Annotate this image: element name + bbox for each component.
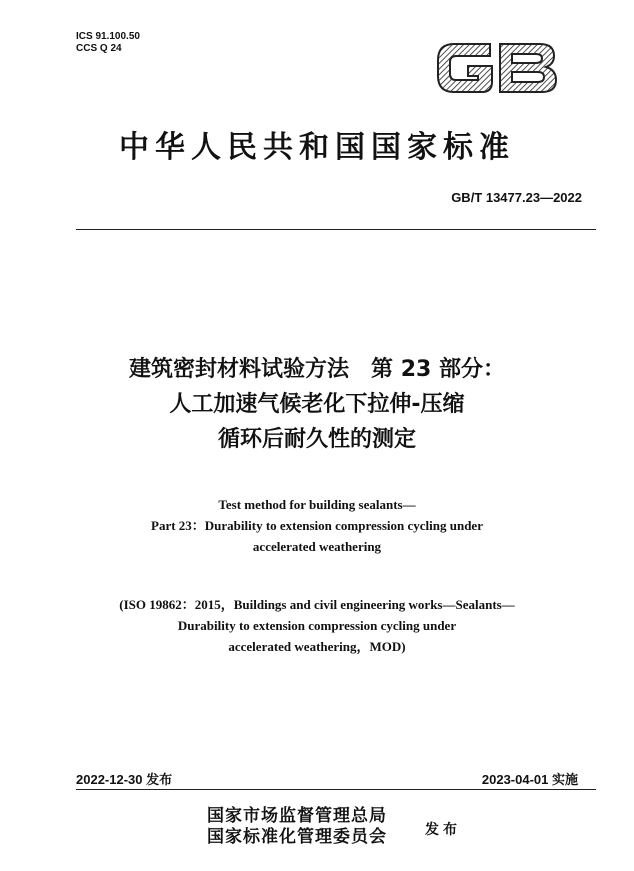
english-title-line: Part 23：Durability to extension compression cycling under bbox=[151, 518, 483, 533]
issuer-name: 国家标准化管理委员会 bbox=[207, 827, 387, 847]
english-title bbox=[0, 494, 634, 557]
gb-logo bbox=[432, 36, 562, 100]
english-title-line: accelerated weathering bbox=[252, 539, 382, 554]
iso-reference bbox=[0, 594, 634, 657]
chinese-title-line: 人工加速气候老化下拉伸-压缩 bbox=[169, 392, 465, 417]
iso-reference-line: accelerated weathering，MOD) bbox=[228, 639, 406, 654]
ccs-code: CCS Q 24 bbox=[76, 43, 122, 54]
footer-divider bbox=[76, 789, 596, 790]
issue-date: 2022-12-30 发布 bbox=[76, 772, 173, 787]
publish-label: 发布 bbox=[425, 822, 461, 838]
iso-reference-line: (ISO 19862：2015，Buildings and civil engineering works—Sealants— bbox=[119, 597, 515, 612]
header-divider bbox=[76, 229, 596, 230]
implementation-date: 2023-04-01 实施 bbox=[481, 772, 578, 787]
classification-codes bbox=[76, 31, 140, 55]
standard-number: GB/T 13477.23—2022 bbox=[451, 190, 582, 205]
iso-reference-line: Durability to extension compression cycling under bbox=[177, 618, 457, 633]
issuer-name: 国家市场监督管理总局 bbox=[207, 806, 387, 826]
standard-type-heading: 中华人民共和国国家标准 bbox=[119, 130, 515, 165]
chinese-title-line: 循环后耐久性的测定 bbox=[217, 427, 416, 452]
chinese-title bbox=[0, 352, 634, 457]
ics-code: ICS 91.100.50 bbox=[76, 31, 140, 42]
chinese-title-line: 建筑密封材料试验方法 第 23 部分： bbox=[129, 357, 505, 382]
issuing-authorities bbox=[207, 806, 387, 848]
english-title-line: Test method for building sealants— bbox=[218, 497, 416, 512]
